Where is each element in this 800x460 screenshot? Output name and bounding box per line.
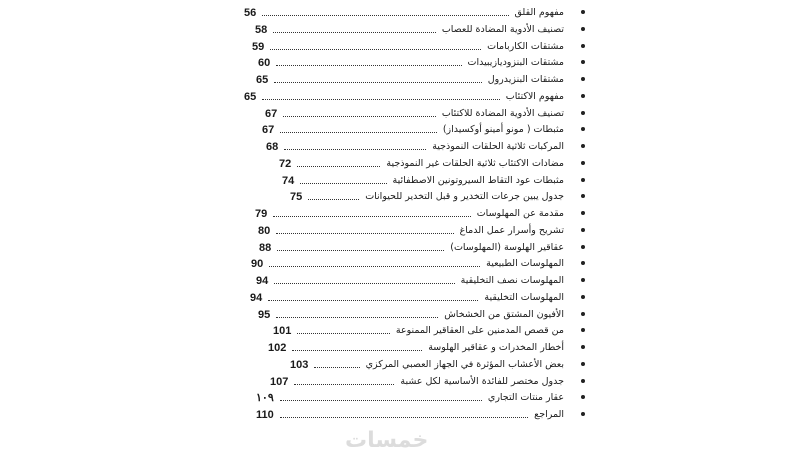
toc-page-number: 88 — [259, 241, 272, 254]
toc-entry — [0, 375, 800, 392]
bullet-icon — [581, 312, 585, 316]
bullet-icon — [581, 27, 585, 31]
toc-entry — [0, 73, 800, 90]
toc-entry — [0, 190, 800, 207]
toc-entry — [0, 140, 800, 157]
bullet-icon — [581, 211, 585, 215]
toc-dot-leader — [262, 99, 500, 100]
toc-dot-leader — [273, 32, 436, 33]
toc-page-number: 107 — [270, 375, 289, 388]
toc-entry-title: من قصص المدمنين على العقاقير الممنوعة — [395, 325, 564, 337]
bullet-icon — [581, 77, 585, 81]
toc-page-number: 94 — [256, 275, 269, 287]
toc-dot-leader — [284, 149, 426, 150]
toc-page-number: 56 — [244, 7, 257, 19]
toc-entry-title: مضادات الاكتئاب ثلاثية الحلقات غير النموذجية — [386, 157, 564, 169]
toc-entry-title: المراجع — [534, 409, 564, 420]
toc-page-number: 60 — [258, 57, 271, 70]
toc-entry — [0, 291, 800, 308]
bullet-icon — [581, 362, 585, 366]
toc-entry-title: مثبطات ( مونو أمينو أوكسيداز) — [442, 124, 564, 136]
bullet-icon — [581, 10, 585, 14]
toc-dot-leader — [276, 65, 462, 66]
toc-entry-title: مثبطات عود التقاط السيروتونين الاصطفائية — [392, 174, 564, 186]
toc-page-number: 68 — [266, 141, 279, 153]
bullet-icon — [581, 127, 585, 131]
toc-dot-leader — [300, 183, 387, 184]
toc-entry — [0, 40, 800, 57]
toc-dot-leader — [276, 233, 454, 234]
toc-page-number: ١٠٩ — [256, 392, 274, 405]
toc-dot-leader — [280, 132, 437, 133]
bullet-icon — [581, 245, 585, 249]
toc-page-number: 58 — [255, 23, 268, 36]
toc-entry — [0, 274, 800, 291]
bullet-icon — [581, 60, 585, 64]
toc-page-number: 67 — [265, 107, 278, 120]
toc-page-number: 65 — [244, 90, 257, 103]
toc-dot-leader — [292, 350, 422, 351]
toc-page-number: 102 — [268, 342, 287, 354]
toc-dot-leader — [308, 199, 359, 200]
toc-page-number: 67 — [262, 124, 275, 137]
toc-dot-leader — [283, 116, 436, 117]
toc-dot-leader — [274, 283, 455, 284]
toc-entry-title: مشتقات البنزيدرول — [487, 74, 564, 85]
toc-entry-title: جدول يبين جرعات التخدير و قبل التخدير للحيوانات — [365, 191, 564, 203]
toc-entry-title: تصنيف الأدوية المضادة للاكتئاب — [441, 107, 564, 119]
toc-entry-title: جدول مختصر للفائدة الأساسية لكل عشبة — [400, 375, 564, 387]
toc-entry — [0, 6, 800, 23]
toc-entry — [0, 157, 800, 174]
toc-dot-leader — [268, 300, 478, 301]
bullet-icon — [581, 44, 585, 48]
bullet-icon — [581, 144, 585, 148]
toc-entry — [0, 358, 800, 375]
toc-entry — [0, 123, 800, 140]
toc-entry — [0, 391, 800, 408]
toc-entry — [0, 308, 800, 325]
toc-entry — [0, 241, 800, 258]
table-of-contents — [0, 6, 800, 425]
toc-entry-title: المهلوسات التخليقية — [484, 291, 564, 303]
toc-page-number: 110 — [256, 409, 274, 421]
toc-dot-leader — [294, 384, 394, 385]
toc-entry-title: مشتقات البنزوديازيبيدات — [467, 57, 564, 69]
toc-page-number: 95 — [258, 308, 271, 321]
toc-page-number: 74 — [282, 174, 295, 187]
bullet-icon — [581, 295, 585, 299]
toc-entry-title: أخطار المخدرات و عقاقير الهلوسة — [428, 342, 564, 353]
toc-page-number: 75 — [290, 191, 303, 204]
toc-entry — [0, 341, 800, 358]
toc-page-number: 65 — [256, 74, 269, 86]
toc-entry-title: تصنيف الأدوية المضادة للعصاب — [441, 23, 564, 35]
toc-entry-title: تشريح وأسرار عمل الدماغ — [459, 224, 564, 236]
bullet-icon — [581, 228, 585, 232]
bullet-icon — [581, 261, 585, 265]
toc-page-number: 72 — [279, 157, 292, 170]
toc-page-number: 101 — [273, 325, 292, 338]
toc-entry-title: مقدمة عن المهلوسات — [476, 208, 564, 219]
bullet-icon — [581, 178, 585, 182]
toc-dot-leader — [297, 333, 390, 334]
toc-entry-title: المهلوسات نصف التخليقية — [460, 275, 564, 286]
toc-page-number: 94 — [250, 291, 263, 304]
toc-entry — [0, 56, 800, 73]
toc-entry-title: مفهوم الاكتئاب — [505, 90, 564, 102]
bullet-icon — [581, 278, 585, 282]
toc-dot-leader — [280, 400, 482, 401]
bullet-icon — [581, 194, 585, 198]
toc-page-number: 59 — [252, 40, 265, 53]
toc-page-number: 90 — [251, 258, 264, 271]
bullet-icon — [581, 328, 585, 332]
toc-page-number: 80 — [258, 224, 271, 237]
bullet-icon — [581, 412, 585, 416]
toc-entry-title: المهلوسات الطبيعية — [486, 258, 564, 270]
toc-entry-title: مشتقات الكاربامات — [487, 40, 564, 52]
toc-dot-leader — [314, 367, 360, 368]
toc-dot-leader — [269, 266, 480, 267]
toc-entry-title: عقار منتات التجاري — [487, 392, 564, 404]
bullet-icon — [581, 94, 585, 98]
toc-entry-title: عقاقير الهلوسة (المهلوسات) — [450, 241, 564, 253]
toc-dot-leader — [274, 82, 482, 83]
bullet-icon — [581, 395, 585, 399]
toc-entry — [0, 90, 800, 107]
toc-dot-leader — [280, 417, 528, 418]
toc-entry — [0, 257, 800, 274]
toc-dot-leader — [273, 216, 471, 217]
toc-page-number: 103 — [290, 358, 309, 371]
toc-entry — [0, 174, 800, 191]
toc-entry — [0, 324, 800, 341]
toc-entry — [0, 107, 800, 124]
toc-entry — [0, 207, 800, 224]
bullet-icon — [581, 111, 585, 115]
toc-entry-title: بعض الأعشاب المؤثرة في الجهاز العصبي المركزي — [365, 358, 564, 370]
bullet-icon — [581, 379, 585, 383]
toc-dot-leader — [262, 15, 509, 16]
toc-page-number: 79 — [255, 208, 268, 220]
toc-dot-leader — [270, 49, 481, 50]
toc-entry-title: الأفيون المشتق من الخشخاش — [444, 308, 564, 320]
toc-entry-title: مفهوم القلق — [514, 7, 564, 18]
toc-entry — [0, 408, 800, 425]
bullet-icon — [581, 161, 585, 165]
toc-entry — [0, 23, 800, 40]
watermark-logo: خمسات — [345, 428, 429, 453]
toc-dot-leader — [276, 317, 438, 318]
toc-dot-leader — [277, 250, 444, 251]
toc-entry — [0, 224, 800, 241]
toc-dot-leader — [297, 166, 380, 167]
toc-entry-title: المركبات ثلاثية الحلقات النموذجية — [432, 141, 564, 152]
bullet-icon — [581, 345, 585, 349]
